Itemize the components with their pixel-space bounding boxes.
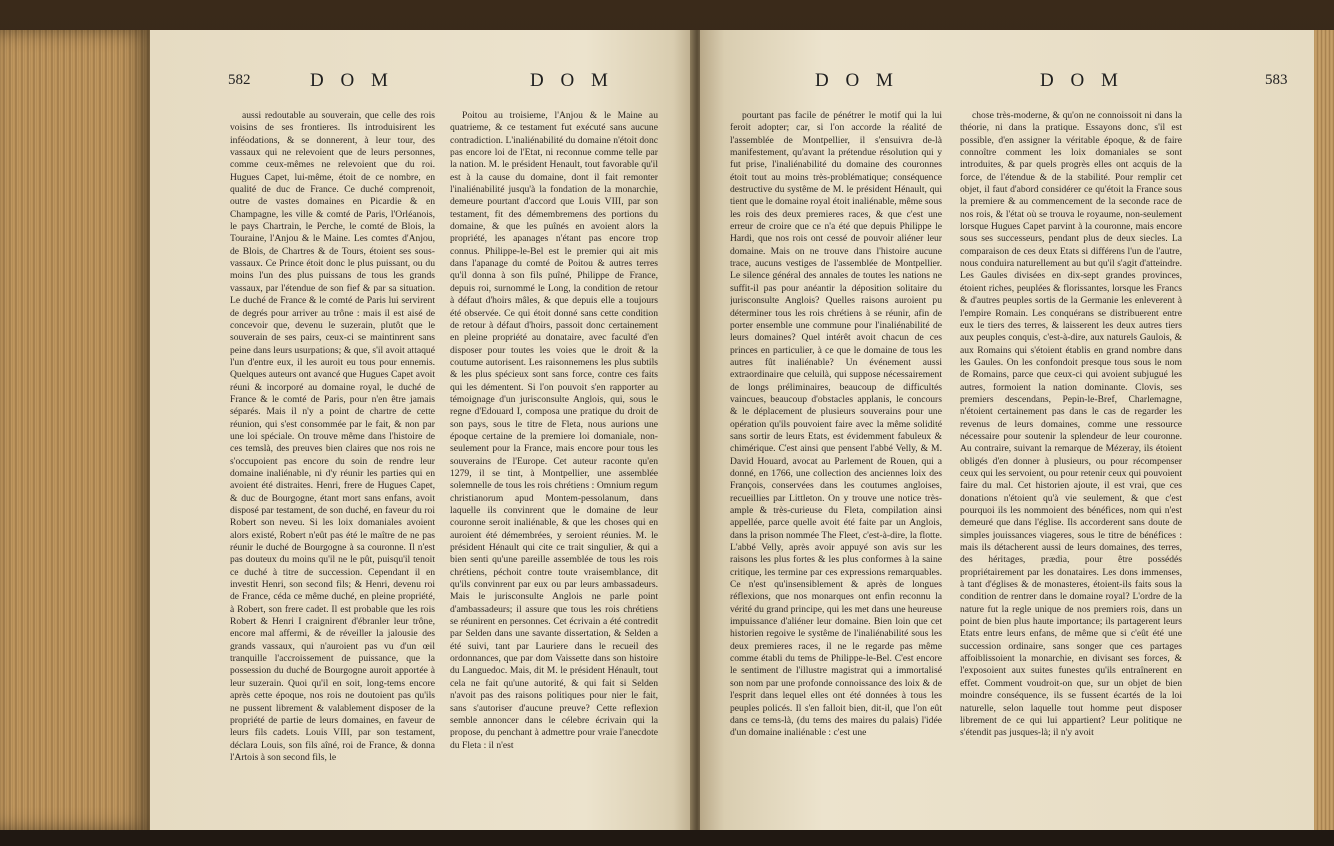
text-column-2 [960, 110, 1182, 815]
running-head: D O M [530, 70, 614, 91]
page-edges-right [1314, 30, 1334, 830]
column-text: Poitou au troisieme, l'Anjou & le Maine au quatrieme, & ce testament fut exécuté sans aucune contradiction. L'inaliénabilité du domaine n'étoit donc pas encore loi de l'Etat, ni reconnue comme telle par la nation. M. le président Henault, tout favorable qu'il est à la cause du domaine, dont il fait remonter l'inaliénabilité jusqu'à la fondation de la monarchie, demeure pourtant d'accord que Louis VIII, par son testament, fit des démembremens des portions du domaine, & que les puînés en avoient alors la propriété, les apanages n'étant pas encore trop connus. Philippe-le-Bel est le premier qui ait mis dans l'apanage du comté de Poitou & autres terres qu'il donna à son fils puîné, Philippe de France, depuis roi, surnommé le Long, la condition de retour à défaut d'hoirs mâles, & que depuis elle a toujours été observée. Ce qui étoit donné sans cette condition de retour à défaut d'hoirs, passoit donc certainement en pleine propriété au donataire, avec faculté d'en disposer pour toutes les voies que le droit & la coutume autorisent. Les raisonnemens les plus subtils & les plus spécieux sont sans force, contre ces faits qui les démentent. Si l'on pouvoit s'en rapporter au témoignage d'un jurisconsulte Anglois, qui, sous le regne d'Edouard I, composa une pratique du droit de son pays, sous le titre de Fleta, nous aurions une époque certaine de la premiere loi domaniale, non-seulement pour la France, mais encore pour tous les souverains de l'Europe. Cet auteur raconte qu'en 1279, il se tint, à Montpellier, une assemblée solemnelle de tous les rois chrétiens : Omnium regum christianorum apud Montem-pessolanum, dans laquelle ils convinrent que le domaine de leur couronne seroit inaliénable, & que les choses qui en auroient été démembrées, y seroient réunies. M. le président Hénault qui cite ce trait singulier, & qui a bien senti qu'une pareille assemblée de tous les rois chrétiens, péchoit contre toute vraisemblance, dit qu'ils convinrent par eux ou par leurs ambassadeurs. Mais le jurisconsulte Anglois ne parle point d'ambassadeurs; il assure que tous les rois chrétiens se réunirent en personnes. Cet écrivain a été contredit par Selden dans une savante dissertation, & Selden a été suivi, tant par Lauriere dans le recueil des ordonnances, que par dom Vaissette dans son histoire du Languedoc. Mais, dit M. le président Hénault, tout cela ne fait qu'une autorité, & qui fait si Selden n'avoit pas des raisons politiques pour nier le fait, sans s'autoriser d'aucune preuve? Cette reflexion semble annoncer dans le célebre écrivain qui la propose, du penchant à admettre pour vraie l'anecdote du Fleta : il n'est [450, 110, 658, 751]
right-page-header [700, 70, 1314, 100]
page-edges-left [0, 30, 150, 830]
text-column-1 [730, 110, 942, 815]
left-page [150, 30, 695, 830]
left-page-header [150, 70, 695, 100]
running-head: D O M [815, 70, 899, 91]
right-page [700, 30, 1314, 830]
column-text: pourtant pas facile de pénétrer le motif qui la lui feroit adopter; car, si l'on accorde la réalité de l'assemblée de Montpellier, il s'ensuivra de-là manifestement, qu'avant la prétendue résolution qui y fut prise, l'inaliénabilité du domaine des couronnes étoit tout au moins très-problématique; conséquence destructive du systême de M. le président Hénault, qui tient que le domaine royal étoit inaliénable, même sous les rois des deux premieres races, & que c'est une erreur de croire que ce n'a été que depuis Philippe le Hardi, que nos rois ont cessé de pouvoir aliéner leur domaine. Mais on ne trouve dans l'histoire aucune trace, aucuns vestiges de l'assemblée de Montpellier. Le silence général des annales de toutes les nations ne suffit-il pas pour anéantir la déposition solitaire du jurisconsulte Anglois? Quelles raisons auroient pu déterminer tous les rois chrétiens à se réunir, afin de porter ensemble une commune pour l'inaliénabilité de leurs domaines? Quel intérêt avoit chacun de ces princes en particulier, à ce que le domaine de tous les autres fût inaliénable? Un événement aussi extraordinaire que celuilà, qui suppose nécessairement de longs préliminaires, beaucoup de difficultés vaincues, beaucoup d'obstacles applanis, le concours & le déplacement de plusieurs souverains pour une opération qu'ils pouvoient faire avec la même solidité sans sortir de leurs Etats, est évidemment fabuleux & chimérique. C'est ainsi que pensent l'abbé Velly, & M. David Houard, avocat au Parlement de Rouen, qui a donné, en 1766, une collection des anciennes loix des François, conservées dans les coutumes angloises, recueillies par Littleton. On y trouve une notice très-ample & très-curieuse du Fleta, compilation ainsi appellée, parce quelle avoit été faite par un Anglois, dans la prison nommée The Fleet, c'est-à-dire, la flotte. L'abbé Velly, après avoir appuyé son avis sur les raisons les plus fortes & les plus conformes à la saine critique, les termine par ces expressions remarquables. Ce n'est qu'insensiblement & après de longues réflexions, que nos monarques ont enfin reconnu la vérité du grand principe, qui les met dans une heureuse impuissance d'aliéner leur domaine. Bien loin que cet historien regoive le systême de l'inaliénabilité sous les deux premieres races, il ne le regarde pas même comme établi du tems de Philippe-le-Bel. C'est encore le sentiment de l'illustre magistrat qui a immortalisé son nom par une profonde connoissance des loix & de l'esprit dans lequel elles ont été données à tous les peuples policés. Il s'en falloit bien, dit-il, que l'on eût dans ce tems-là, (du tems des maires du palais) l'idée d'un domaine inaliénable : c'est une [730, 110, 942, 739]
page-number: 583 [1265, 72, 1288, 88]
text-column-1 [230, 110, 435, 815]
page-number: 582 [228, 72, 251, 88]
text-column-2 [450, 110, 658, 815]
column-text: aussi redoutable au souverain, que celle des rois voisins de ses frontieres. Ils introduisirent les inféodations, & se donnerent, à leur tour, des vassaux qui ne relevoient que de leurs personnes, comme ceux-mêmes ne relevoient que du roi. Hugues Capet, lui-même, étoit de ce nombre, en qualité de duc de France. Ce duché comprenoit, outre de vastes domaines en Picardie & en Champagne, les ville & comté de Paris, l'Orléanois, le pays Chartrain, le Perche, le comté de Blois, la Touraine, l'Anjou & le Maine. Les comtes d'Anjou, de Blois, de Chartres & de Tours, étoient ses sous-vassaux. Ce Prince étoit donc le plus puissant, ou du moins l'un des plus puissans de tous les grands vassaux, par l'étendue de son fief & par sa situation. Le duché de France & le comté de Paris lui servirent de degrés pour arriver au trône : mais il est aisé de concevoir que, devenu le suzerain, plutôt que le souverain de ses pairs, ceux-ci se maintinrent sans peine dans leurs usurpations; & que, s'il avoit attaqué l'un d'entre eux, il les auroit eu tous pour ennemis. Quelques auteurs ont avancé que Hugues Capet avoit réuni & incorporé au domaine royal, le duché de France & le comté de Paris, pour n'en être jamais séparés. Mais il n'y a point de chartre de cette réunion, qui s'est consommée par le fait, & non par une loi spéciale. On trouve même dans l'histoire de ces temslà, des preuves bien claires que nos rois ne s'occupoient pas encore du soin de rendre leur domaine inaliénable, ni d'y réunir les parties qui en avoient été distraites. Henri, frere de Hugues Capet, & duc de Bourgogne, étant mort sans enfans, avoit disposé par testament, de son duché, en faveur du roi Robert son neveu. Si les loix domaniales avoient alors existé, Robert n'eût pas été le maître de ne pas réunir le duché de Bourgogne à sa couronne. Il n'est pas douteux du moins qu'il ne le pût, puisqu'il tenoit ce duché à titre de succession. Cependant il en investit Henri, son second fils; & Henri, devenu roi de France, céda ce même duché, en pleine propriété, à Robert, son frere cadet. Il est probable que les rois Robert & Henri I craignirent d'ébranler leur trône, encore mal affermi, & de réveiller la jalousie des grands vassaux, qui n'auroient pas vu d'un œil tranquille l'accroissement de puissance, que la possession du duché de Bourgogne auroit apportée à leur suzerain. Quoi qu'il en soit, long-tems encore après cette époque, nos rois ne doutoient pas qu'ils ne pussent librement & valablement disposer de la propriété de partie de leurs domaines, en faveur de leurs fils cadets. Louis VIII, par son testament, déclara Louis, son fils aîné, roi de France, & donna l'Artois à son second fils, le [230, 110, 435, 763]
running-head: D O M [310, 70, 394, 91]
column-text: chose très-moderne, & qu'on ne connoissoit ni dans la théorie, ni dans la pratique. Essayons donc, s'il est possible, d'en assigner la véritable époque, & de faire connoître comment les loix domaniales se sont introduites, & par quels progrès elles ont acquis de la force, de l'étendue & de la stabilité. Pour remplir cet objet, il faut d'abord considérer ce qu'étoit la France sous la premiere & au commencement de la seconde race de nos rois, & l'état où se trouva le royaume, non-seulement lorsque Hugues Capet parvint à la couronne, mais encore sous ses successeurs, pendant plus de deux siecles. La comparaison de ces deux Etats si différens l'un de l'autre, nous conduira naturellement au but qu'il s'agit d'atteindre. Les Gaules divisées en dix-sept grandes provinces, étoient riches, peuplées & florissantes, lorsque les Francs & d'autres peuples sortis de la Germanie les enleverent à l'empire Romain. Les conquérans se distribuerent entre eux le tiers des terres, & laisserent les deux autres tiers aux peuples conquis, c'est-à-dire, aux naturels Gaulois, & aux Romains qui s'étoient établis en grand nombre dans les Gaules. On les confondoit presque tous sous le nom de Romains, parce que ceux-ci qui avoient subjugué les autres, formoient la nation dominante. Clovis, ses premiers descendans, Pepin-le-Bref, Charlemagne, n'étoient certainement pas dans le cas de regarder les revenus de leurs domaines, comme une ressource nécessaire pour soutenir la splendeur de leur couronne. Au contraire, suivant la remarque de Mézeray, ils étoient obligés d'en donner à plusieurs, ou pour récompenser ceux qui les servoient, ou pour retenir ceux qui pouvoient faire du mal. Cet historien ajoute, il est vrai, que ces donations n'étoient qu'à vie seulement, & que c'est pourquoi ils les nommoient des bénéfices, nom qui n'est demeuré que dans l'église. Ils accorderent sans doute de simples jouissances viageres, sous le titre de bénéfices : mais ils détacherent aussi de leurs domaines, des terres, des héritages, prædia, pour être possédés propriétairement par les donataires. Les dons immenses, à tant d'églises & de monasteres, étoient-ils faits sous la condition de rentrer dans le domaine royal? L'ordre de la nature fut la regle unique de nos premiers rois, dans un point de bien plus haute importance; ils partagerent leurs Etats entre leurs enfans, de même que si c'eût été une succession ordinaire, sans songer que ces partages affoiblissoient la monarchie, en divisant ses forces, & l'exposoient aux suites funestes qu'ils entraînerent en effet. Comment voudroit-on que, sur un objet de bien moindre conséquence, ils se fussent écartés de la loi naturelle, selon laquelle tout homme peut disposer librement de ce qui lui appartient? Leur politique ne s'étendit pas jusques-là; il n'y avoit [960, 110, 1182, 739]
running-head: D O M [1040, 70, 1124, 91]
